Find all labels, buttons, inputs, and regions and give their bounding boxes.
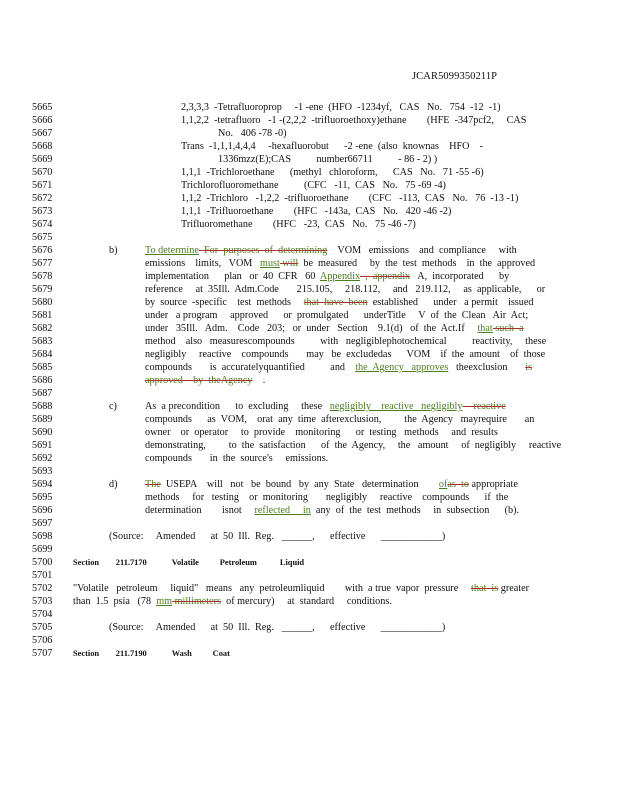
- text-run: of mercury) at standard conditions.: [221, 596, 392, 607]
- line-text: [145, 413, 534, 426]
- line-text: [145, 296, 533, 309]
- line-number: 5705: [32, 622, 53, 633]
- document-line: [0, 504, 618, 517]
- text-run: demonstrating, to the satisfaction of the Agency, the amount of negligibly reactive: [145, 440, 562, 451]
- document-line: [0, 114, 618, 127]
- document-line: [0, 335, 618, 348]
- deleted-text: such a: [492, 323, 524, 334]
- line-text: [145, 491, 508, 504]
- line-number: 5694: [32, 479, 53, 490]
- document-line: [0, 634, 618, 647]
- subsection-label: b): [109, 245, 118, 256]
- line-text: [145, 244, 517, 257]
- document-line: [0, 582, 618, 595]
- line-text: [145, 426, 498, 439]
- text-run: 1336mzz(E);CAS number66711 - 86 - 2) ): [218, 154, 438, 165]
- line-number: 5688: [32, 401, 53, 412]
- text-run: compounds as VOM, orat any time afterexclusion, the Agency mayrequire an: [145, 414, 535, 425]
- line-text: [145, 348, 545, 361]
- text-run: greater: [498, 583, 530, 594]
- line-number: 5706: [32, 635, 53, 646]
- document-line: [0, 283, 618, 296]
- document-line: [0, 244, 618, 257]
- text-run: owner or operator to provide monitoring or testing methods and results: [145, 427, 498, 438]
- line-number: 5682: [32, 323, 53, 334]
- line-number: 5679: [32, 284, 53, 295]
- document-line: [0, 166, 618, 179]
- text-run: under a program approved or promulgated underTitle V of the Clean Air Act;: [145, 310, 529, 321]
- text-run: A, incorporated by: [410, 271, 510, 282]
- inserted-text: Appendix: [319, 271, 361, 282]
- document-line: [0, 257, 618, 270]
- inserted-text: To determine: [145, 245, 199, 256]
- line-number: 5685: [32, 362, 53, 373]
- deleted-text: will: [279, 258, 299, 269]
- document-line: [0, 179, 618, 192]
- line-number: 5684: [32, 349, 53, 360]
- document-line: [0, 426, 618, 439]
- line-number: 5686: [32, 375, 53, 386]
- text-run: 1,1,1 -Trichloroethane (methyl chloroform, CAS No. 71 -55 -6): [181, 167, 484, 178]
- text-run: 1,1,2,2 -tetrafluoro -1 -(2,2,2 -trifluoroethoxy)ethane (HFE -347pcf2, CAS: [181, 115, 527, 126]
- document-line: [0, 309, 618, 322]
- deleted-text: approved by theAgency: [145, 375, 253, 386]
- deleted-text: is: [525, 362, 533, 373]
- line-text: [181, 218, 416, 231]
- line-number: 5676: [32, 245, 53, 256]
- document-line: [0, 439, 618, 452]
- document-line: [0, 374, 618, 387]
- line-number: 5666: [32, 115, 53, 126]
- subsection-label: c): [109, 401, 117, 412]
- text-run: As a precondition to excluding these: [145, 401, 330, 412]
- text-run: established under a permit issued: [367, 297, 534, 308]
- text-run: method also measurescompounds with negligiblephotochemical reactivity, these: [145, 336, 547, 347]
- line-number: 5700: [32, 557, 53, 568]
- text-run: VOM emissions and compliance with: [327, 245, 517, 256]
- text-run: by source -specific test methods: [145, 297, 304, 308]
- line-text: [73, 582, 529, 595]
- line-text: [145, 322, 524, 335]
- line-number: 5687: [32, 388, 53, 399]
- text-run: No. 406 -78 -0): [218, 128, 287, 139]
- document-line: [0, 140, 618, 153]
- line-number: 5681: [32, 310, 53, 321]
- line-number: 5678: [32, 271, 53, 282]
- line-text: [145, 439, 561, 452]
- deleted-text: that have been: [303, 297, 368, 308]
- line-number: 5674: [32, 219, 53, 230]
- deleted-text: as to: [447, 479, 469, 490]
- deleted-text: that is: [471, 583, 499, 594]
- document-line: [0, 387, 618, 400]
- subsection-label: d): [109, 479, 118, 490]
- line-number: 5692: [32, 453, 53, 464]
- line-number: 5669: [32, 154, 53, 165]
- inserted-text: mm: [156, 596, 173, 607]
- inserted-text: that: [477, 323, 493, 334]
- deleted-text: -reactive: [462, 401, 506, 412]
- text-run: Section 211.7190 Wash Coat: [73, 649, 230, 658]
- document-line: [0, 530, 618, 543]
- line-text: [181, 192, 518, 205]
- section-heading: [73, 556, 304, 569]
- line-number: 5690: [32, 427, 53, 438]
- line-number: 5703: [32, 596, 53, 607]
- line-number: 5702: [32, 583, 53, 594]
- document-line: [0, 270, 618, 283]
- document-line: [0, 361, 618, 374]
- text-run: "Volatile petroleum liquid" means any petroleumliquid with a true vapor pressure: [73, 583, 472, 594]
- line-text: [218, 127, 286, 140]
- document-line: [0, 569, 618, 582]
- line-number: 5707: [32, 648, 53, 659]
- document-line: [0, 127, 618, 140]
- text-run: Trichlorofluoromethane (CFC -11, CAS No. 75 -69 -4): [181, 180, 446, 191]
- document-line: [0, 413, 618, 426]
- inserted-text: reflected: [254, 505, 291, 516]
- document-line: [0, 101, 618, 114]
- document-line: [0, 153, 618, 166]
- text-run: .: [252, 375, 266, 386]
- text-run: theexclusion: [448, 362, 526, 373]
- line-number: 5673: [32, 206, 53, 217]
- text-run: Trans -1,1,1,4,4,4 -hexafluorobut -2 -ene (also knownas HFO -: [181, 141, 484, 152]
- line-number: 5697: [32, 518, 53, 529]
- text-run: appropriate: [468, 479, 518, 490]
- line-number: 5670: [32, 167, 53, 178]
- line-text: [145, 400, 506, 413]
- line-text: [181, 101, 501, 114]
- text-run: USEPA will not be bound by any State determination: [160, 479, 439, 490]
- text-run: emissions limits, VOM: [145, 258, 261, 269]
- line-text: [145, 374, 265, 387]
- document-line: [0, 595, 618, 608]
- line-number: 5693: [32, 466, 53, 477]
- document-id: JCAR5099350211P: [412, 71, 498, 82]
- line-number: 5689: [32, 414, 53, 425]
- document-line: [0, 205, 618, 218]
- document-line: [0, 478, 618, 491]
- text-run: compounds is accuratelyquantified and: [145, 362, 356, 373]
- text-run: (Source: Amended at 50 Ill. Reg. ______, effective ____________): [109, 531, 446, 542]
- line-number: 5683: [32, 336, 53, 347]
- document-line: [0, 608, 618, 621]
- line-number: 5695: [32, 492, 53, 503]
- document-line: [0, 621, 618, 634]
- document-line: [0, 517, 618, 530]
- line-text: [181, 140, 483, 153]
- text-run: than 1.5 psia (78: [73, 596, 157, 607]
- inserted-text: must: [260, 258, 280, 269]
- text-run: compounds in the source's emissions.: [145, 453, 329, 464]
- line-text: [181, 205, 451, 218]
- line-number: 5675: [32, 232, 53, 243]
- line-text: [181, 114, 526, 127]
- document-line: [0, 192, 618, 205]
- line-number: 5672: [32, 193, 53, 204]
- inserted-text: negligibly reactive negligibly: [329, 401, 463, 412]
- line-text: [145, 283, 545, 296]
- line-text: [145, 361, 532, 374]
- text-run: 1,1,1 -Trifluoroethane (HFC -143a, CAS No. 420 -46 -2): [181, 206, 452, 217]
- document-line: [0, 647, 618, 660]
- document-line: [0, 348, 618, 361]
- document-line: [0, 322, 618, 335]
- line-text: [181, 179, 446, 192]
- line-text: [218, 153, 437, 166]
- document-line: [0, 296, 618, 309]
- text-run: be measured by the test methods in the approved: [298, 258, 536, 269]
- line-number: 5667: [32, 128, 53, 139]
- line-number: 5665: [32, 102, 53, 113]
- line-number: 5677: [32, 258, 53, 269]
- text-run: 2,3,3,3 -Tetrafluoroprop -1 -ene (HFO -1234yf, CAS No. 754 -12 -1): [181, 102, 501, 113]
- text-run: Section 211.7170 Volatile Petroleum Liquid: [73, 558, 305, 567]
- deleted-text: For purposes of determining: [198, 245, 328, 256]
- line-number: 5691: [32, 440, 53, 451]
- line-number: 5668: [32, 141, 53, 152]
- inserted-text: in: [290, 505, 311, 516]
- line-text: [145, 335, 546, 348]
- document-line: [0, 400, 618, 413]
- line-text: [181, 166, 484, 179]
- deleted-text: millimeters: [172, 596, 221, 607]
- text-run: reference at 35Ill. Adm.Code 215.105, 218.112, and 219.112, as applicable, or: [145, 284, 546, 295]
- line-text: [145, 257, 535, 270]
- document-line: [0, 543, 618, 556]
- line-number: 5696: [32, 505, 53, 516]
- document-line: [0, 231, 618, 244]
- deleted-text: The: [145, 479, 161, 490]
- document-line: [0, 218, 618, 231]
- text-run: negligibly reactive compounds may be excludedas VOM if the amount of those: [145, 349, 546, 360]
- inserted-text: of: [438, 479, 448, 490]
- document-line: [0, 491, 618, 504]
- line-text: [145, 504, 519, 517]
- section-heading: [73, 647, 230, 660]
- document-line: [0, 465, 618, 478]
- text-run: Trifluoromethane (HFC -23, CAS No. 75 -46 -7): [181, 219, 416, 230]
- line-number: 5680: [32, 297, 53, 308]
- text-run: 1,1,2 -Trichloro -1,2,2 -trifluoroethane (CFC -113, CAS No. 76 -13 -1): [181, 193, 519, 204]
- line-number: 5701: [32, 570, 53, 581]
- line-text: [145, 309, 528, 322]
- text-run: methods for testing or monitoring negligibly reactive compounds if the: [145, 492, 509, 503]
- document-line: [0, 556, 618, 569]
- line-number: 5671: [32, 180, 53, 191]
- line-text: [145, 478, 518, 491]
- deleted-text: , appendix: [360, 271, 411, 282]
- text-run: any of the test methods in subsection (b).: [310, 505, 520, 516]
- line-text: [73, 595, 392, 608]
- document-line: [0, 452, 618, 465]
- line-text: [145, 452, 328, 465]
- text-run: (Source: Amended at 50 Ill. Reg. ______, effective ____________): [109, 622, 446, 633]
- text-run: determination isnot: [145, 505, 255, 516]
- text-run: under 35Ill. Adm. Code 203; or under Section 9.1(d) of the Act.If: [145, 323, 478, 334]
- inserted-text: the Agency approves: [355, 362, 449, 373]
- text-run: implementation plan or 40 CFR 60: [145, 271, 320, 282]
- line-number: 5699: [32, 544, 53, 555]
- line-number: 5704: [32, 609, 53, 620]
- line-text: [145, 270, 509, 283]
- line-number: 5698: [32, 531, 53, 542]
- line-text: [109, 621, 445, 634]
- line-text: [109, 530, 445, 543]
